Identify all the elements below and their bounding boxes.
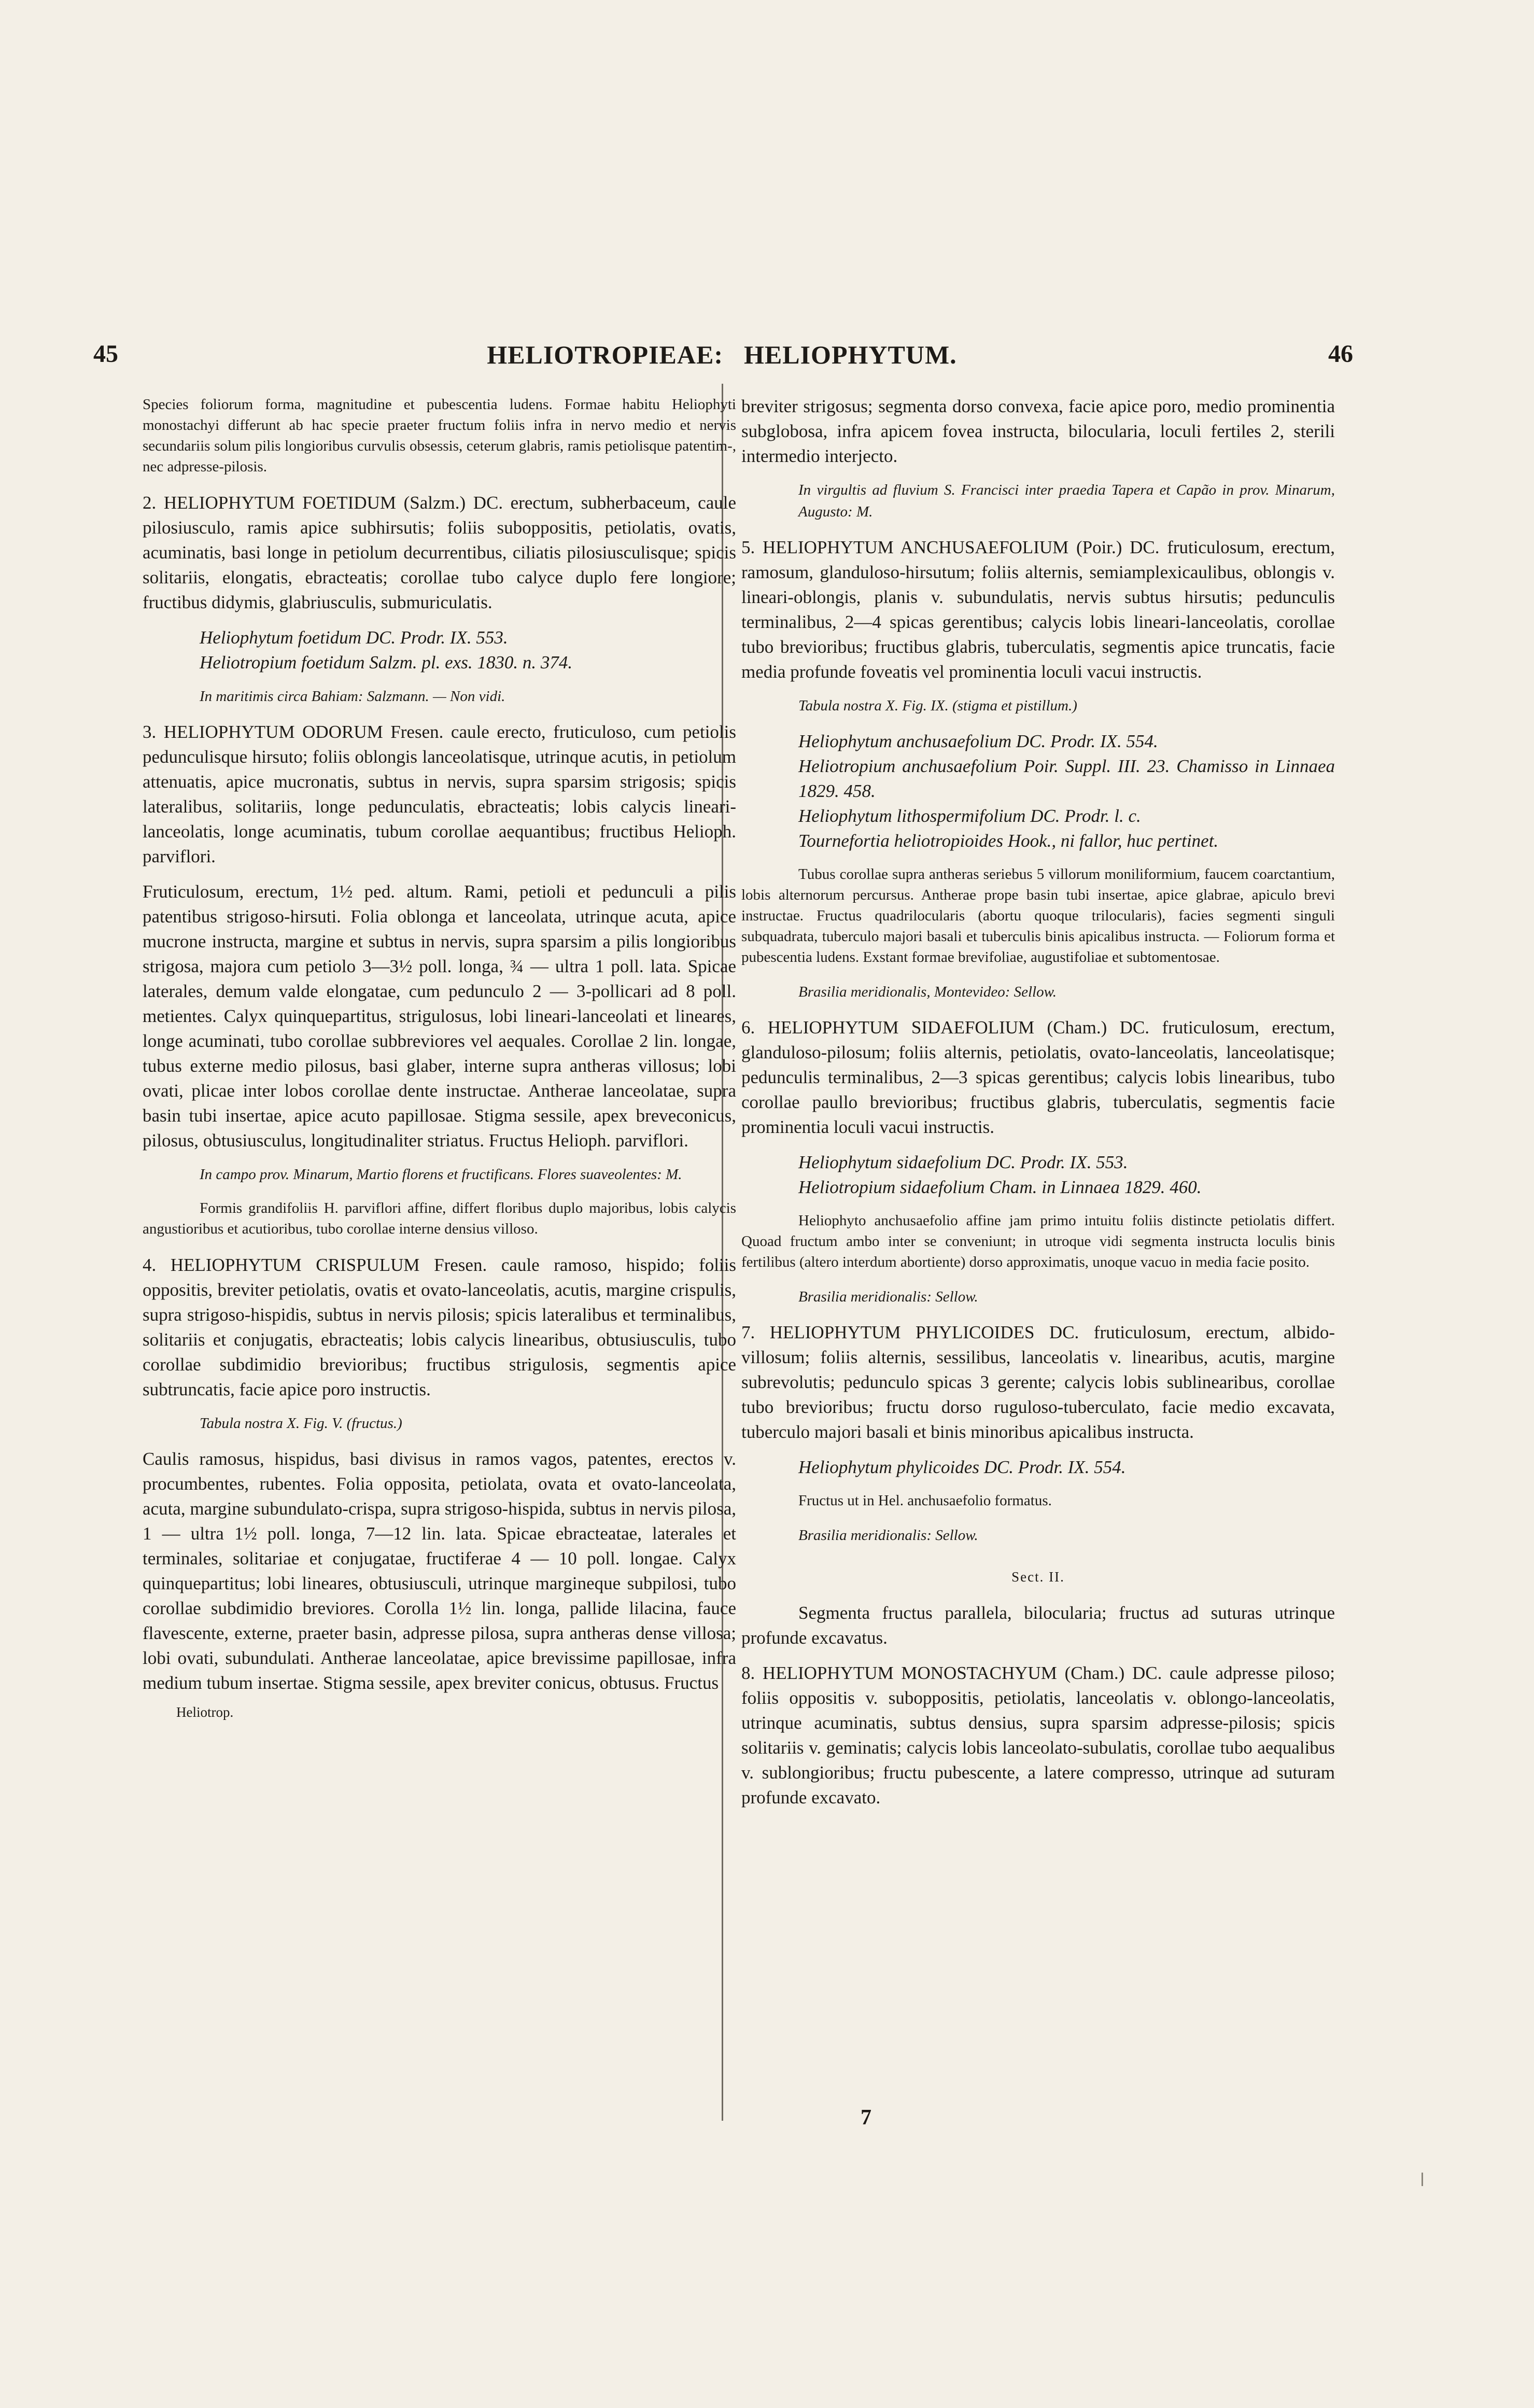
left-column-paragraph: 3. HELIOPHYTUM ODORUM Fresen. caule erecto, fruticuloso, cum petiolis pedunculisque hirsuto; foliis oblongis lanceolatisque, utrinque acutis, in petiolum attenuatis, apice mucronatis, subtus in nervis, supra sparsim strigosis; spicis lateralibus, solitariis, longe pedunculatis, ebracteatis; lobis calycis lineari-lanceolatis, longe acuminatis, tubum corollae aequantibus; fructibus Helioph. parviflori. — [143, 722, 736, 866]
right-column-paragraph: 6. HELIOPHYTUM SIDAEFOLIUM (Cham.) DC. fruticulosum, erectum, glanduloso-pilosum; foliis alternis, petiolatis, ovato-lanceolatis, lanceolatisque; pedunculis terminalibus, 2—3 spicas gerentibus; calycis lobis linearibus, tubo corollae paullo brevioribus; fructibus glabris, tuberculatis, segmentis facie prominentia loculi vacui instructis. — [741, 1017, 1335, 1137]
right-column-paragraph: Heliophytum anchusaefolium DC. Prodr. IX. 554. — [798, 731, 1158, 751]
right-column-paragraph: Heliophyto anchusaefolio affine jam primo intuitu foliis distincte petiolatis differt. Quoad fructum ambo inter se conveniunt; in utroque vidi segmenta instructa loculis binis fertilibus (altero interdum abortiente) dorso approximatis, unoque vacuo in media facie posito. — [741, 1212, 1335, 1270]
right-column-paragraph: Sect. II. — [1011, 1569, 1065, 1585]
sheet-number: 7 — [861, 2106, 871, 2130]
left-column-paragraph: Species foliorum forma, magnitudine et pubescentia ludens. Formae habitu Heliophyti monostachyi differunt ab hac specie praeter fructum foliis infra in nervo medio et nervis secundariis solum pilis longioribus curvulis obsessis, ceterum glabris, ramis petiolisque patentim-, nec adpresse-pilosis. — [143, 396, 736, 475]
right-column-paragraph: Tubus corollae supra antheras seriebus 5 villorum moniliformium, faucem coarctantium, lobis alternorum percursus. Antherae prope basin tubi insertae, apice glabrae, apiculo brevi instructae. Fructus quadrilocularis (abortu quoque trilocularis), facies segmenti singuli subquadrata, tuberculo majori basali et tuberculis binis apicalibus instructa. — Foliorum forma et pubescentia ludens. Exstant formae brevifoliae, augustifoliae et subtomentosae. — [741, 866, 1335, 965]
page-header — [93, 340, 1353, 381]
right-column-paragraph: Tabula nostra X. Fig. IX. (stigma et pistillum.) — [798, 697, 1077, 714]
right-column-paragraph: breviter strigosus; segmenta dorso convexa, facie apice poro, medio prominentia subglobosa, infra apicem fovea instructa, bilocularia, loculi fertiles 2, sterili intermedio interjecto. — [741, 396, 1335, 466]
page-number-right: 46 — [1328, 340, 1353, 368]
right-column-paragraph: Heliophytum lithospermifolium DC. Prodr. l. c. — [798, 806, 1141, 826]
running-title-right: HELIOPHYTUM. — [744, 340, 957, 369]
running-title-left: HELIOTROPIEAE: — [487, 340, 723, 369]
signature-mark-block — [176, 1703, 233, 1721]
right-column-paragraph: Tournefortia heliotropioides Hook., ni fallor, huc pertinet. — [798, 831, 1219, 851]
right-column-paragraph: 7. HELIOPHYTUM PHYLICOIDES DC. fruticulosum, erectum, albido-villosum; foliis alternis, sessilibus, lanceolatis v. linearibus, acutis, margine subrevolutis; pedunculo spicas 3 gerente; calycis lobis sublinearibus, corollae tubo brevioribus; fructu dorso ruguloso-tuberculato, facie medio excavata, tuberculo majori basali et binis minoribus apicalibus instructa. — [741, 1322, 1335, 1442]
left-column — [143, 394, 736, 1706]
left-column-paragraph: Heliophytum foetidum DC. Prodr. IX. 553. — [200, 627, 508, 648]
margin-mark — [1422, 2173, 1423, 2186]
left-column-paragraph: Formis grandifoliis H. parviflori affine, differt floribus duplo majoribus, lobis calycis angustioribus et acutioribus, tubo corollae interne densius villoso. — [143, 1200, 736, 1237]
right-column-paragraph: Heliophytum phylicoides DC. Prodr. IX. 554. — [798, 1457, 1126, 1477]
right-column-paragraph: Brasilia meridionalis: Sellow. — [798, 1289, 978, 1305]
left-column-paragraph: Fruticulosum, erectum, 1½ ped. altum. Rami, petioli et pedunculi a pilis patentibus strigoso-hirsuti. Folia oblonga et lanceolata, utrinque acuta, apice mucrone instructa, margine et subtus in nervis, supra sparsim a pilis longioribus strigosa, majora cum petiolo 3—3½ poll. longa, ¾ — ultra 1 poll. lata. Spicae laterales, demum valde elongatae, cum pedunculo 2 — 3-pollicari ad 8 poll. metientes. Calyx quinquepartitus, strigulosus, lobi lineari-lanceolati et lineares, longe acuminati, tubo corollae subbreviores vel aequales. Corollae 2 lin. longae, tubus externe medio pilosus, basi glaber, interne supra antheras villosus; lobi ovati, plicae inter lobos corollae dente instructae. Antherae lanceolatae, supra basin tubi insertae, apice acuto papillosae. Stigma sessile, apex breveconicus, pilosus, obtusiusculus, longitudinaliter striatus. Fructus Helioph. parviflori. — [143, 881, 736, 1151]
left-column-paragraph: Tabula nostra X. Fig. V. (fructus.) — [200, 1415, 402, 1432]
right-column-paragraph: Brasilia meridionalis: Sellow. — [798, 1527, 978, 1544]
signature-mark: Heliotrop. — [176, 1704, 234, 1720]
right-column-paragraph: 8. HELIOPHYTUM MONOSTACHYUM (Cham.) DC. caule adpresse piloso; foliis oppositis v. suboppositis, petiolatis, lanceolatis v. oblongo-lanceolatis, utrinque acuminatis, subtus densius, supra sparsim adpresse-pilosis; spicis solitariis v. geminatis; calycis lobis lanceolato-subulatis, corollae tubo aequalibus v. sublongioribus; fructu pubescente, a latere compresso, utrinque ad suturam profunde excavato. — [741, 1663, 1335, 1808]
right-column-paragraph: In virgultis ad fluvium S. Francisci inter praedia Tapera et Capão in prov. Minarum, Augusto: M. — [798, 482, 1335, 520]
left-column-paragraph: Heliotropium foetidum Salzm. pl. exs. 1830. n. 374. — [200, 652, 573, 673]
right-column — [741, 394, 1335, 1821]
right-column-paragraph: Segmenta fructus parallela, bilocularia; fructus ad suturas utrinque profunde excavatus. — [741, 1603, 1335, 1648]
right-column-paragraph: Heliotropium sidaefolium Cham. in Linnaea 1829. 460. — [798, 1177, 1202, 1197]
right-column-paragraph: 5. HELIOPHYTUM ANCHUSAEFOLIUM (Poir.) DC. fruticulosum, erectum, ramosum, glanduloso-hirsutum; foliis alternis, semiamplexicaulibus, oblongis v. lineari-oblongis, planis v. subundulatis, nervis subtus hirsutis; pedunculis terminalibus, 2—4 spicas gerentibus; calycis lobis lineari-lanceolatis, corollae tubo brevioribus; fructibus glabris, tuberculatis, segmentis apice truncatis, facie media profunde foveatis vel prominentia loculi vacui instructis. — [741, 537, 1335, 682]
left-column-paragraph: In maritimis circa Bahiam: Salzmann. — Non vidi. — [200, 688, 505, 705]
left-column-paragraph: Caulis ramosus, hispidus, basi divisus in ramos vagos, patentes, erectos v. procumbentes, rubentes. Folia opposita, petiolata, ovata et ovato-lanceolata, acuta, margine subundulato-crispa, supra strigoso-hispida, subtus in nervis pilosa, 1 — ultra 1½ poll. longa, 7—12 lin. lata. Spicae ebracteatae, laterales et terminales, solitariae et conjugatae, fructiferae 4 — 10 poll. longae. Calyx quinquepartitus; lobi lineares, obtusiusculi, utrinque margineque subpilosi, tubo corollae subdimidio breviores. Corolla 1½ lin. longa, pallide lilacina, fauce flavescente, externe, praeter basin, adpresse pilosa, supra antheras dense villosa; lobi ovati, subundulati. Antherae lanceolatae, apice brevissime papillosae, infra medium tubum insertae. Stigma sessile, apex breviter conicus, obtusus. Fructus — [143, 1449, 736, 1693]
right-column-paragraph: Fructus ut in Hel. anchusaefolio formatus. — [798, 1492, 1052, 1509]
right-column-paragraph: Brasilia meridionalis, Montevideo: Sellow. — [798, 984, 1057, 1000]
left-column-paragraph: 2. HELIOPHYTUM FOETIDUM (Salzm.) DC. erectum, subherbaceum, caule pilosiusculo, ramis apice subhirsutis; foliis suboppositis, petiolatis, ovatis, acuminatis, basi longe in petiolum decurrentibus, ciliatis pilosiusculisque; spicis solitariis, elongatis, ebracteatis; corollae tubo calyce duplo fere longiore; fructibus didymis, glabriusculis, submuriculatis. — [143, 493, 736, 612]
left-column-paragraph: In campo prov. Minarum, Martio florens et fructificans. Flores suaveolentes: M. — [200, 1166, 682, 1183]
page-number-left: 45 — [93, 340, 118, 368]
right-column-paragraph: Heliotropium anchusaefolium Poir. Suppl. III. 23. Chamisso in Linnaea 1829. 458. — [798, 756, 1335, 801]
right-column-paragraph: Heliophytum sidaefolium DC. Prodr. IX. 553. — [798, 1152, 1128, 1172]
left-column-paragraph: 4. HELIOPHYTUM CRISPULUM Fresen. caule ramoso, hispido; foliis oppositis, breviter petiolatis, ovatis et ovato-lanceolatis, acutis, margine crispulis, supra strigoso-hispidis, subtus in nervis pilosis; spicis lateralibus et terminalibus, solitariis et conjugatis, ebracteatis; lobis calycis linearibus, obtusiusculis, tubo corollae subdimidio brevioribus; fructibus strigulosis, segmentis apice subtruncatis, facie apice poro instructis. — [143, 1255, 736, 1399]
